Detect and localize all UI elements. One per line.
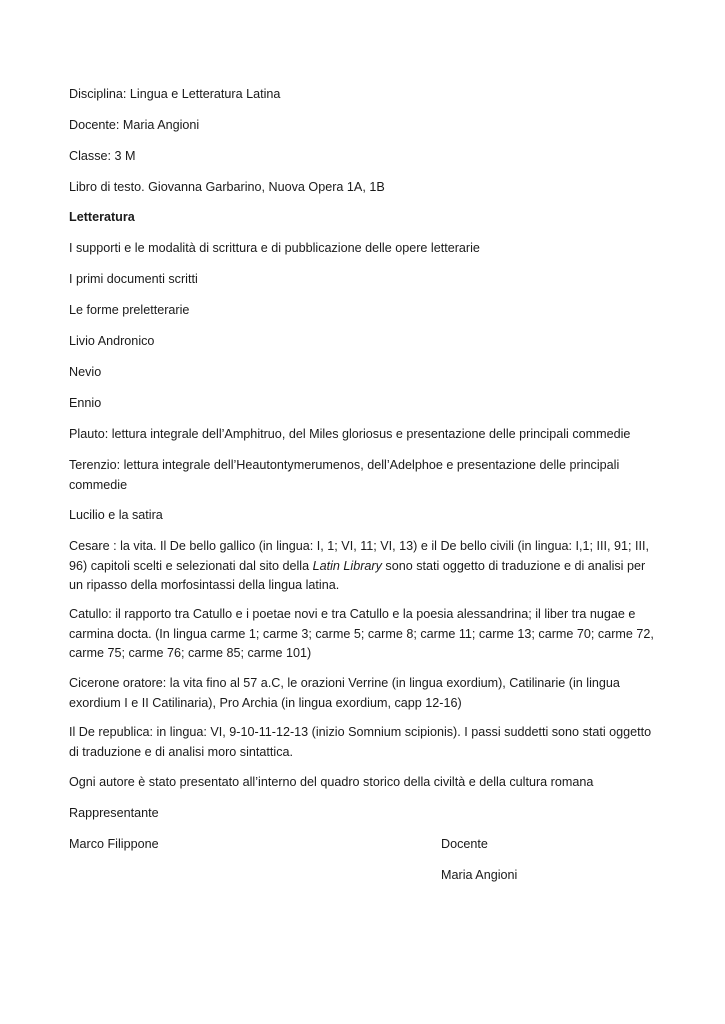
libro-line: Libro di testo. Giovanna Garbarino, Nuova Opera 1A, 1B [69, 180, 385, 194]
topic-supporti: I supporti e le modalità di scrittura e di pubblicazione delle opere letterarie [69, 241, 480, 255]
topic-ennio: Ennio [69, 396, 102, 410]
docente-signature-name: Maria Angioni [441, 868, 518, 882]
topic-plauto: Plauto: lettura integrale dell’Amphitruo, del Miles gloriosus e presentazione delle principali commedie [69, 427, 631, 441]
topic-livio-andronico: Livio Andronico [69, 334, 155, 348]
topic-forme-preletterarie: Le forme preletterarie [69, 303, 190, 317]
topic-de-republica: Il De republica: in lingua: VI, 9-10-11-12-13 (inizio Somnium scipionis). I passi suddetti sono stati oggetto di traduzione e di analisi moro sintattica. [69, 725, 652, 759]
topic-catullo: Catullo: il rapporto tra Catullo e i poetae novi e tra Catullo e la poesia alessandrina; il liber tra nugae e carmina docta. (In lingua carme 1; carme 3; carme 5; carme 8; carme 11; carme 13; carme 70; carme 72, carme 75; carme 76; carme 85; carme 101) [69, 607, 654, 660]
rappresentante-label: Rappresentante [69, 806, 159, 820]
cesare-text-a: Cesare : la vita. Il De bello gallico (in lingua: I, 1; VI, 11; VI, 13) e il De bello civili (in lingua: I,1; III, 91; III, 96) capitoli scelti e selezionati dal sito della [69, 539, 650, 573]
topic-cicerone: Cicerone oratore: la vita fino al 57 a.C, le orazioni Verrine (in lingua exordium), Catilinarie (in lingua exordium I e II Catilinaria), Pro Archia (in lingua exordium, capp 12-16) [69, 676, 620, 710]
topic-lucilio: Lucilio e la satira [69, 508, 163, 522]
disciplina-line: Disciplina: Lingua e Letteratura Latina [69, 87, 281, 101]
topic-primi-documenti: I primi documenti scritti [69, 272, 198, 286]
classe-line: Classe: 3 M [69, 149, 136, 163]
cesare-text-b: sono stati oggetto di traduzione e di analisi per un ripasso della morfosintassi della lingua latina. [69, 558, 646, 592]
topic-cesare [69, 537, 659, 596]
topic-terenzio: Terenzio: lettura integrale dell’Heautontymerumenos, dell’Adelphoe e presentazione delle principali commedie [69, 458, 620, 492]
section-title: Letteratura [69, 210, 135, 224]
topic-ogni-autore: Ogni autore è stato presentato all’interno del quadro storico della civiltà e della cultura romana [69, 775, 594, 789]
latin-library-title: Latin Library [312, 558, 382, 573]
docente-signature-label: Docente [441, 837, 488, 851]
topic-nevio: Nevio [69, 365, 102, 379]
rappresentante-name: Marco Filippone [69, 837, 159, 851]
docente-line: Docente: Maria Angioni [69, 118, 200, 132]
